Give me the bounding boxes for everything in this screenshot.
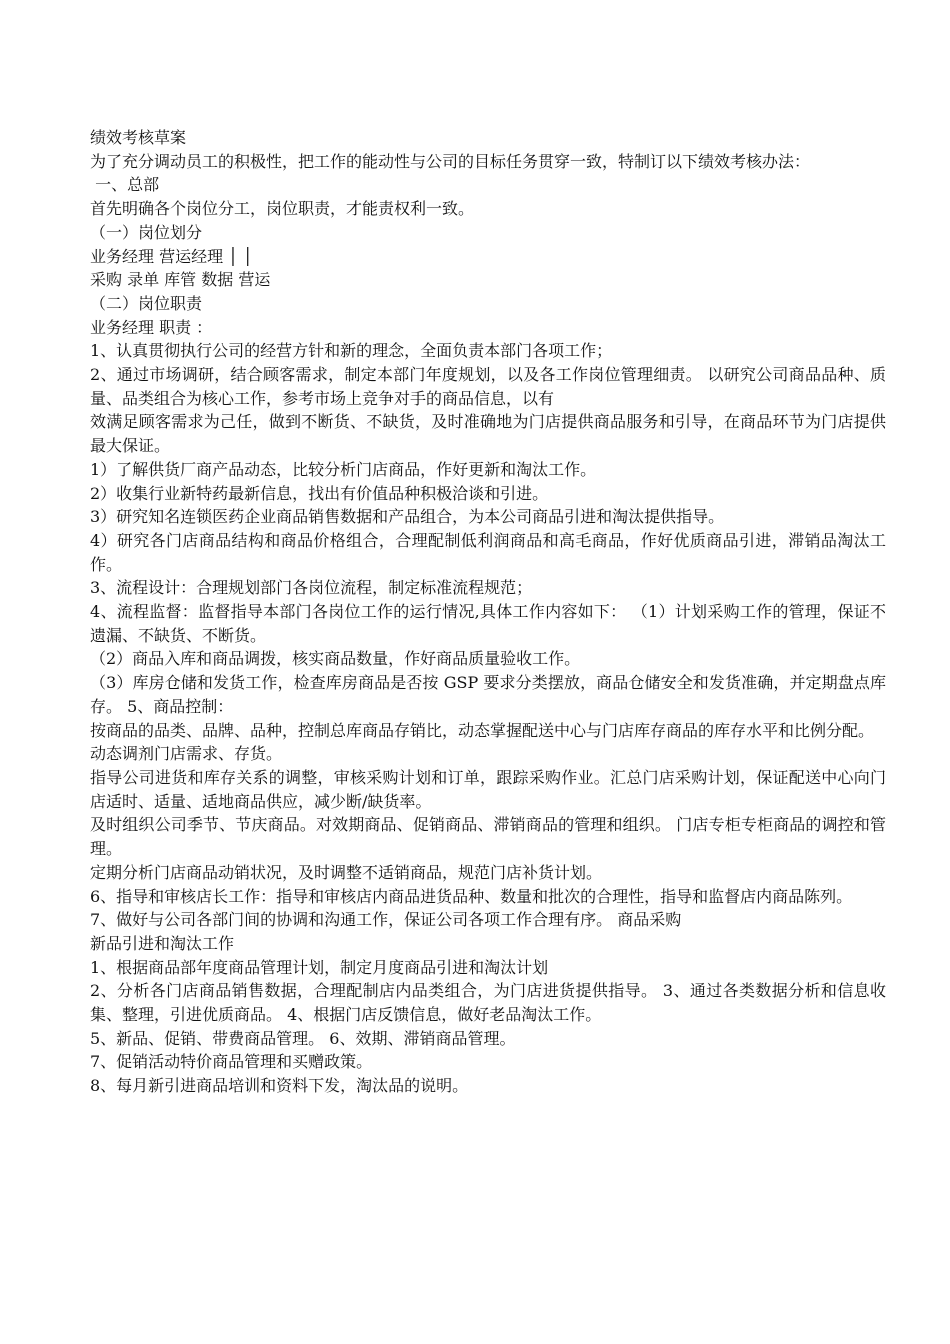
list-item: 8、每月新引进商品培训和资料下发，淘汰品的说明。 [90, 1076, 469, 1096]
list-item: 2、分析各门店商品销售数据，合理配制店内品类组合，为门店进货提供指导。 3、通过各类数据分析和信息收集、整理，引进优质商品。 4、根据门店反馈信息，做好老品淘汰工作。 [90, 981, 886, 1025]
subsection-heading-positions: （一）岗位划分 [90, 222, 203, 242]
paragraph-intro: 为了充分调动员工的积极性，把工作的能动性与公司的目标任务贯穿一致，特制订以下绩效考核办法： [90, 151, 811, 171]
list-item: 1、认真贯彻执行公司的经营方针和新的理念，全面负责本部门各项工作； [90, 341, 613, 361]
list-item: 5、新品、促销、带费商品管理。 6、效期、滞销商品管理。 [90, 1028, 516, 1048]
paragraph: 首先明确各个岗位分工，岗位职责，才能责权利一致。 [90, 199, 475, 219]
list-item: 7、促销活动特价商品管理和买赠政策。 [90, 1052, 373, 1072]
paragraph: 及时组织公司季节、节庆商品。对效期商品、促销商品、滞销商品的管理和组织。 门店专柜专柜商品的调控和管理。 [90, 815, 886, 859]
list-item: 6、指导和审核店长工作：指导和审核店内商品进货品种、数量和批次的合理性，指导和监督店内商品陈列。 [90, 886, 853, 906]
paragraph: 指导公司进货和库存关系的调整，审核采购计划和订单，跟踪采购作业。汇总门店采购计划，保证配送中心向门店适时、适量、适地商品供应，减少断/缺货率。 [90, 767, 886, 811]
list-item: 4）研究各门店商品结构和商品价格组合，合理配制低利润商品和高毛商品，作好优质商品引进，滞销品淘汰工作。 [90, 530, 886, 574]
paragraph: 动态调剂门店需求、存货。 [90, 744, 283, 764]
paragraph: 定期分析门店商品动销状况，及时调整不适销商品，规范门店补货计划。 [90, 862, 603, 882]
list-item: 7、做好与公司各部门间的协调和沟通工作，保证公司各项工作合理有序。 商品采购 [90, 910, 682, 930]
section-heading-new-products: 新品引进和淘汰工作 [90, 933, 235, 953]
document-body [90, 126, 886, 1098]
list-item: 2、通过市场调研，结合顾客需求，制定本部门年度规划，以及各工作岗位管理细责。 以研究公司商品品种、质量、品类组合为核心工作，参考市场上竞争对手的商品信息，以有 [90, 365, 886, 408]
list-item: 3）研究知名连锁医药企业商品销售数据和产品组合，为本公司商品引进和淘汰提供指导。 [90, 507, 725, 527]
list-item: 1、根据商品部年度商品管理计划，制定月度商品引进和淘汰计划 [90, 957, 549, 977]
list-item: （2）商品入库和商品调拨，核实商品数量，作好商品质量验收工作。 [90, 649, 581, 669]
list-item: （3）库房仓储和发货工作，检查库房商品是否按 GSP 要求分类摆放，商品仓储安全和发货准确，并定期盘点库存。 5、商品控制： [90, 673, 886, 716]
list-item: 2）收集行业新特药最新信息，找出有价值品种积极洽谈和引进。 [90, 483, 549, 503]
list-item: 3、流程设计：合理规划部门各岗位流程，制定标准流程规范； [90, 578, 533, 598]
section-heading-headquarters: 一、总部 [90, 175, 160, 195]
paragraph: 按商品的品类、品牌、品种，控制总库商品存销比，动态掌握配送中心与门店库存商品的库存水平和比例分配。 [90, 720, 875, 740]
org-row-managers: 业务经理 营运经理 │ │ [90, 246, 253, 266]
org-row-roles: 采购 录单 库管 数据 营运 [90, 270, 271, 290]
document-title: 绩效考核草案 [90, 128, 187, 147]
duty-heading: 业务经理 职责 ： [90, 317, 213, 337]
list-item: 4、流程监督：监督指导本部门各岗位工作的运行情况,具体工作内容如下： （1）计划采购工作的管理，保证不遗漏、不缺货、不断货。 [90, 602, 886, 645]
subsection-heading-duties: （二）岗位职责 [90, 293, 203, 313]
list-item: 1）了解供货厂商产品动态，比较分析门店商品，作好更新和淘汰工作。 [90, 459, 597, 479]
paragraph: 效满足顾客需求为己任，做到不断货、不缺货，及时准确地为门店提供商品服务和引导，在商品环节为门店提供最大保证。 [90, 412, 886, 456]
